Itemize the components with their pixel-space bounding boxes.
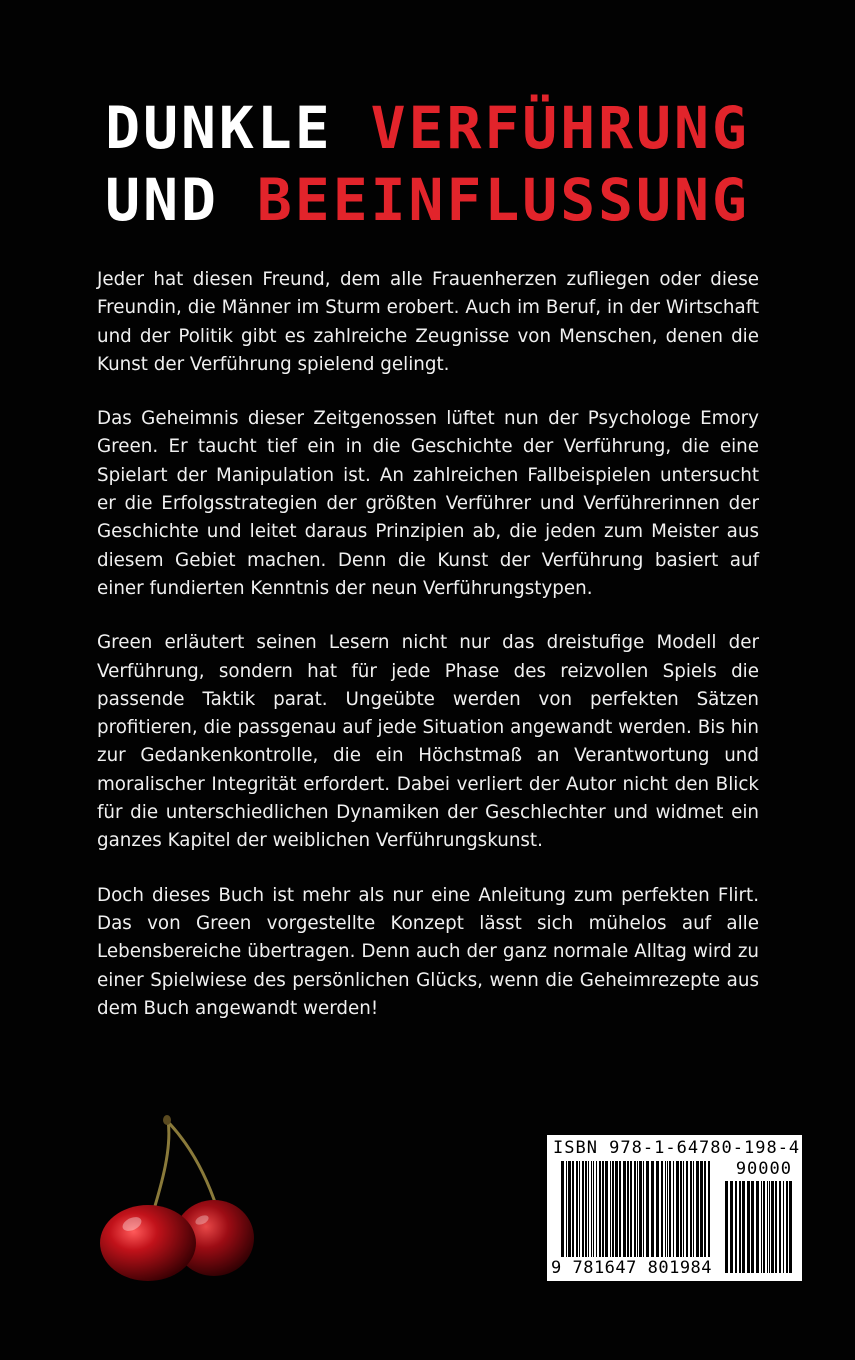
barcode-bar	[623, 1161, 626, 1257]
barcode-bar	[591, 1161, 592, 1257]
barcode-bar	[771, 1181, 774, 1273]
barcode-bar	[767, 1181, 768, 1273]
barcode-bar	[605, 1161, 608, 1257]
blurb-paragraph: Doch dieses Buch ist mehr als nur eine Anleitung zum perfekten Flirt. Das von Green vorgestellte Konzept lässt sich mühelos auf alle Lebensbereiche übertragen. Denn auch der ganz normale Alltag wird zu einer Spielwiese des persönlichen Glücks, wenn die Geheimrezepte aus dem Buch angewandt werden!	[97, 884, 759, 1019]
book-title	[0, 92, 855, 236]
isbn-barcode	[547, 1135, 802, 1281]
barcode-bar	[676, 1161, 679, 1257]
barcode-bar	[572, 1161, 574, 1257]
barcode-bar	[646, 1161, 649, 1257]
blurb-text	[97, 266, 759, 1049]
barcode-bar	[610, 1161, 611, 1257]
barcode-bar	[568, 1161, 571, 1257]
barcode-bar	[725, 1181, 728, 1273]
barcode-bar	[579, 1161, 580, 1257]
barcode-addon-bars	[725, 1181, 793, 1273]
barcode-bar	[602, 1161, 604, 1257]
barcode-bar	[576, 1161, 578, 1257]
barcode-bar	[643, 1161, 644, 1257]
barcode-bar	[779, 1181, 781, 1273]
barcode-bar	[619, 1161, 621, 1257]
barcode-bar	[786, 1181, 788, 1273]
barcode-bar	[696, 1161, 699, 1257]
barcode-bar	[704, 1161, 706, 1257]
barcode-bar	[667, 1161, 668, 1257]
blurb-paragraph: Das Geheimnis dieser Zeitgenossen lüftet nun der Psychologe Emory Green. Er taucht tief ein in die Geschichte der Verführung, die eine Spielart der Manipulation ist. An zahlreichen Fallbeispielen untersucht er die Erfolgsstrategien der größten Verführer und Verführerinnen der Geschichte und leitet daraus Prinzipien ab, die jeden zum Meister aus diesem Gebiet machen. Denn die Kunst der Verführung basiert auf einer fundierten Kenntnis der neun Verführungstypen.	[97, 408, 759, 599]
title-word-verfuehrung: VERFÜHRUNG	[370, 94, 750, 162]
cherries-icon	[92, 1108, 272, 1283]
barcode-bar	[639, 1161, 642, 1257]
barcode-bar	[761, 1181, 762, 1273]
barcode-bar	[708, 1161, 710, 1257]
barcode-addon-number: 90000	[735, 1159, 792, 1179]
barcode-bar	[683, 1161, 684, 1257]
title-word-dunkle: DUNKLE	[105, 94, 333, 162]
barcode-bar	[775, 1181, 777, 1273]
barcode-bar	[680, 1161, 682, 1257]
barcode-bar	[596, 1161, 597, 1257]
title-word-beeinflussung: BEEINFLUSSUNG	[256, 166, 750, 234]
barcode-bar	[634, 1161, 636, 1257]
barcode-bar	[585, 1161, 587, 1257]
barcode-bar	[756, 1181, 759, 1273]
barcode-bar	[651, 1161, 654, 1257]
barcode-bar	[686, 1161, 688, 1257]
barcode-bar	[769, 1181, 770, 1273]
title-word-und: UND	[105, 166, 219, 234]
barcode-bar	[700, 1161, 703, 1257]
barcode-bar	[763, 1181, 765, 1273]
barcode-bar	[582, 1161, 584, 1257]
barcode-ean-number: 9 781647 801984	[551, 1258, 713, 1278]
barcode-bar	[561, 1161, 564, 1257]
blurb-paragraph: Jeder hat diesen Freund, dem alle Frauenherzen zufliegen oder diese Freundin, die Männer im Sturm erobert. Auch im Beruf, in der Wirtschaft und der Politik gibt es zahlreiche Zeugnisse von Menschen, denen die Kunst der Verführung spielend gelingt.	[97, 269, 759, 375]
barcode-bar	[742, 1181, 745, 1273]
barcode-bar	[751, 1181, 754, 1273]
barcode-bar	[661, 1161, 663, 1257]
barcode-bar	[665, 1161, 666, 1257]
barcode-bar	[747, 1181, 750, 1273]
barcode-bar	[739, 1181, 741, 1273]
barcode-bar	[693, 1161, 694, 1257]
blurb-paragraph: Green erläutert seinen Lesern nicht nur das dreistufige Modell der Verführung, sondern hat für jede Phase des reizvollen Spiels die passende Taktik parat. Ungeübte werden von perfekten Sätzen profitieren, die passgenau auf jede Situation angewandt werden. Bis hin zur Gedankenkontrolle, die ein Höchstmaß an Verantwortung und moralischer Integrität erfordert. Dabei verliert der Autor nicht den Blick für die unterschiedlichen Dynamiken der Geschlechter und widmet ein ganzes Kapitel der weiblichen Verführungskunst.	[97, 632, 759, 852]
barcode-bar	[673, 1161, 674, 1257]
isbn-number: ISBN 978-1-64780-198-4	[553, 1138, 801, 1158]
barcode-bar	[669, 1161, 671, 1257]
title-line-2	[0, 164, 855, 236]
barcode-bar	[615, 1161, 618, 1257]
barcode-main-bars	[561, 1161, 711, 1257]
barcode-bar	[735, 1181, 737, 1273]
barcode-bar	[612, 1161, 614, 1257]
barcode-bar	[599, 1161, 601, 1257]
barcode-bar	[593, 1161, 594, 1257]
title-line-1	[0, 92, 855, 164]
barcode-bar	[656, 1161, 659, 1257]
barcode-bar	[730, 1181, 733, 1273]
barcode-bar	[630, 1161, 632, 1257]
barcode-bar	[566, 1161, 567, 1257]
barcode-bar	[690, 1161, 692, 1257]
barcode-bar	[789, 1181, 792, 1273]
barcode-bar	[588, 1161, 589, 1257]
barcode-bar	[627, 1161, 629, 1257]
barcode-bar	[637, 1161, 638, 1257]
barcode-bar	[783, 1181, 784, 1273]
